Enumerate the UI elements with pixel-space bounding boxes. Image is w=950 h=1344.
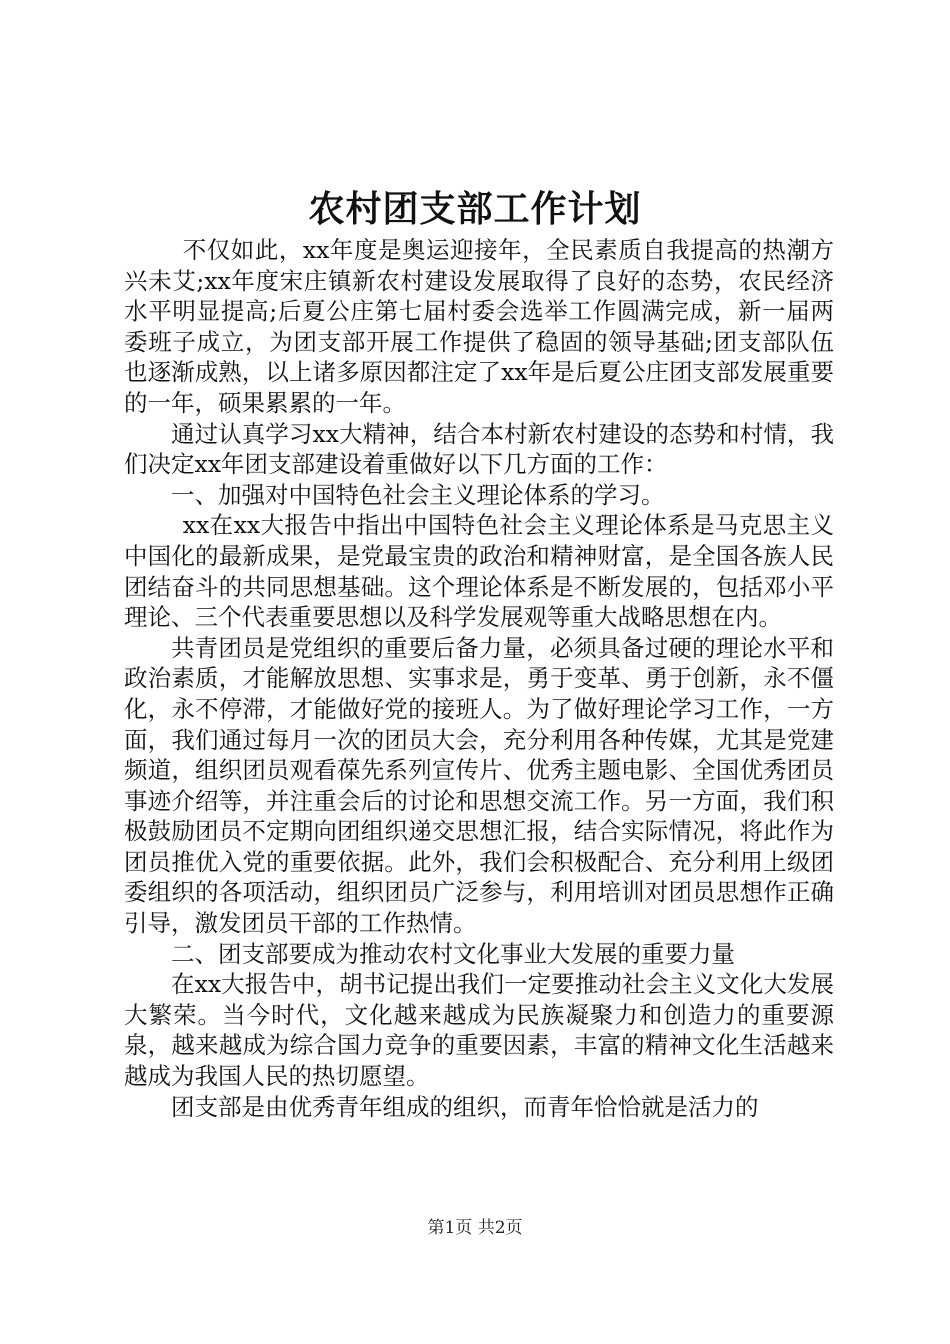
section-heading-1: 一、加强对中国特色社会主义理论体系的学习。 [171,480,665,509]
paragraph-5: 在xx大报告中，胡书记提出我们一定要推动社会主义文化大发展大繁荣。当今时代，文化越来越成为民族凝聚力和创造力的重要源泉，越来越成为综合国力竞争的重要因素，丰富的精神文化生活越来越成为我国人民的热切愿望。 [124,970,834,1091]
paragraph-1: 不仅如此，xx年度是奥运迎接年，全民素质自我提高的热潮方兴未艾;xx年度宋庄镇新农村建设发展取得了良好的态势，农民经济水平明显提高;后夏公庄第七届村委会选举工作圆满完成，新一届两委班子成立，为团支部开展工作提供了稳固的领导基础;团支部队伍也逐渐成熟，以上诸多原因都注定了xx年是后夏公庄团支部发展重要的一年，硕果累累的一年。 [124,236,834,417]
paragraph-3: xx在xx大报告中指出中国特色社会主义理论体系是马克思主义中国化的最新成果，是党最宝贵的政治和精神财富，是全国各族人民团结奋斗的共同思想基础。这个理论体系是不断发展的，包括邓小平理论、三个代表重要思想以及科学发展观等重大战略思想在内。 [124,511,834,632]
paragraph-6: 团支部是由优秀青年组成的组织，而青年恰恰就是活力的 [171,1092,759,1121]
document-title: 农村团支部工作计划 [308,188,642,230]
paragraph-2: 通过认真学习xx大精神，结合本村新农村建设的态势和村情，我们决定xx年团支部建设着重做好以下几方面的工作： [124,419,834,479]
section-heading-2: 二、团支部要成为推动农村文化事业大发展的重要力量 [171,939,735,968]
paragraph-4: 共青团员是党组织的重要后备力量，必须具备过硬的理论水平和政治素质，才能解放思想、实事求是，勇于变革、勇于创新，永不僵化，永不停滞，才能做好党的接班人。为了做好理论学习工作，一方面，我们通过每月一次的团员大会，充分利用各种传媒，尤其是党建频道，组织团员观看葆先系列宣传片、优秀主题电影、全国优秀团员事迹介绍等，并注重会后的讨论和思想交流工作。另一方面，我们积极鼓励团员不定期向团组织递交思想汇报，结合实际情况，将此作为团员推优入党的重要依据。此外，我们会积极配合、充分利用上级团委组织的各项活动，组织团员广泛参与，利用培训对团员思想作正确引导，激发团员干部的工作热情。 [124,633,834,938]
document-body [124,235,834,1122]
page-number-footer: 第1页 共2页 [427,1218,523,1238]
